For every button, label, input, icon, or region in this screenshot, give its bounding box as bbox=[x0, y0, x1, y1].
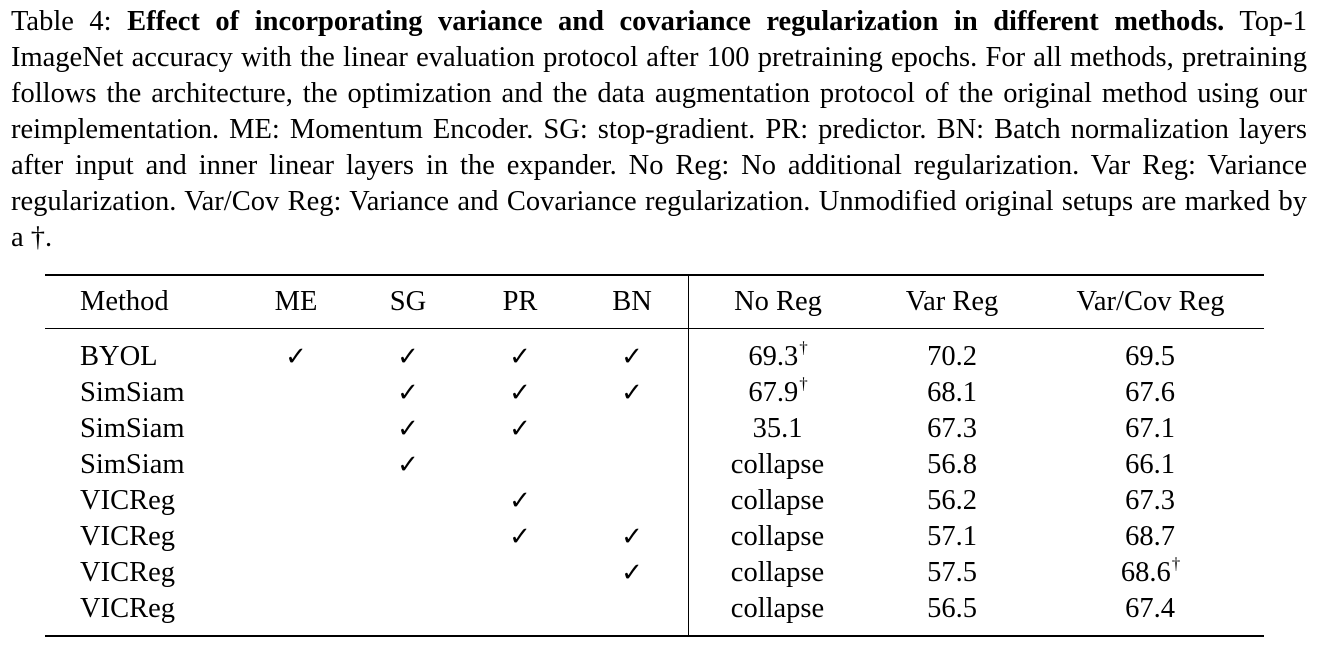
cell-no-reg-value: collapse bbox=[730, 521, 825, 552]
cell-no-reg-value: collapse bbox=[730, 593, 825, 624]
cell-method-value: VICReg bbox=[80, 557, 175, 588]
cell-var-cov-reg bbox=[1037, 375, 1264, 411]
cell-sg bbox=[352, 591, 464, 636]
cell-sg bbox=[352, 555, 464, 591]
cell-me bbox=[240, 483, 352, 519]
cell-bn bbox=[576, 591, 689, 636]
cell-var-cov-reg bbox=[1037, 519, 1264, 555]
cell-var-reg bbox=[867, 591, 1037, 636]
cell-bn bbox=[576, 555, 689, 591]
cell-me bbox=[240, 375, 352, 411]
cell-var-reg bbox=[867, 519, 1037, 555]
cell-method-value: VICReg bbox=[80, 485, 175, 516]
cell-bn bbox=[576, 483, 689, 519]
cell-method-value: SimSiam bbox=[80, 413, 185, 444]
cell-method bbox=[45, 329, 240, 376]
cell-no-reg bbox=[689, 483, 868, 519]
header-me: ME bbox=[240, 275, 352, 329]
cell-var-reg-value: 57.1 bbox=[927, 521, 977, 552]
cell-var-reg bbox=[867, 375, 1037, 411]
cell-var-cov-reg-value: 67.3 bbox=[1125, 485, 1175, 516]
cell-no-reg bbox=[689, 411, 868, 447]
results-table-wrapper bbox=[45, 274, 1264, 637]
cell-sg bbox=[352, 375, 464, 411]
cell-method-value: BYOL bbox=[80, 341, 158, 372]
cell-bn-value: ✓ bbox=[621, 378, 643, 408]
cell-bn bbox=[576, 447, 689, 483]
cell-var-cov-reg bbox=[1037, 591, 1264, 636]
cell-no-reg bbox=[689, 447, 868, 483]
cell-method bbox=[45, 483, 240, 519]
dagger-mark: † bbox=[1171, 554, 1181, 573]
header-method: Method bbox=[45, 275, 240, 329]
caption-body: Top-1 ImageNet accuracy with the linear evaluation protocol after 100 pretraining epochs. For all methods, pretraining follows the architecture, the optimization and the data augmentation protocol of the original method using our reimplementation. ME: Momentum Encoder. SG: stop-gradient. PR: predictor. BN: Batch normalization layers after input and inner linear layers in the expander. No Reg: No additional regularization. Var Reg: Variance regularization. Var/Cov Reg: Variance and Covariance regularization. Unmodified original setups are marked by a †. bbox=[11, 6, 1307, 253]
cell-no-reg bbox=[689, 375, 868, 411]
cell-bn bbox=[576, 411, 689, 447]
cell-var-cov-reg-value: 68.7 bbox=[1125, 521, 1175, 552]
cell-var-cov-reg-value: 69.5 bbox=[1125, 341, 1175, 372]
cell-pr bbox=[464, 483, 576, 519]
header-no-reg: No Reg bbox=[689, 275, 868, 329]
cell-var-reg bbox=[867, 329, 1037, 376]
cell-method bbox=[45, 591, 240, 636]
cell-pr-value: ✓ bbox=[509, 486, 531, 516]
table-row bbox=[45, 519, 1264, 555]
cell-me bbox=[240, 411, 352, 447]
cell-var-reg bbox=[867, 447, 1037, 483]
cell-pr bbox=[464, 591, 576, 636]
cell-sg bbox=[352, 411, 464, 447]
cell-var-reg-value: 70.2 bbox=[927, 341, 977, 372]
cell-var-cov-reg bbox=[1037, 483, 1264, 519]
cell-method bbox=[45, 411, 240, 447]
cell-var-reg-value: 56.2 bbox=[927, 485, 977, 516]
cell-var-reg bbox=[867, 483, 1037, 519]
cell-sg bbox=[352, 483, 464, 519]
cell-var-cov-reg-value: 67.1 bbox=[1125, 413, 1175, 444]
cell-no-reg bbox=[689, 519, 868, 555]
cell-no-reg-value: 67.9 bbox=[748, 377, 799, 408]
table-row bbox=[45, 555, 1264, 591]
cell-pr bbox=[464, 375, 576, 411]
cell-var-reg bbox=[867, 555, 1037, 591]
cell-no-reg-value: collapse bbox=[730, 557, 825, 588]
cell-no-reg-value: 35.1 bbox=[752, 413, 803, 444]
cell-sg-value: ✓ bbox=[397, 450, 419, 480]
cell-var-reg-value: 56.8 bbox=[927, 449, 977, 480]
cell-var-reg-value: 68.1 bbox=[927, 377, 977, 408]
header-pr: PR bbox=[464, 275, 576, 329]
cell-method-value: VICReg bbox=[80, 521, 175, 552]
cell-var-reg-value: 57.5 bbox=[927, 557, 977, 588]
cell-method bbox=[45, 519, 240, 555]
cell-no-reg bbox=[689, 591, 868, 636]
cell-bn-value: ✓ bbox=[621, 522, 643, 552]
cell-var-cov-reg-value: 67.4 bbox=[1125, 593, 1175, 624]
cell-bn bbox=[576, 329, 689, 376]
cell-pr bbox=[464, 519, 576, 555]
cell-no-reg-value: collapse bbox=[730, 485, 825, 516]
results-table bbox=[45, 274, 1264, 637]
table-body bbox=[45, 329, 1264, 637]
caption-label: Table 4: bbox=[11, 6, 112, 37]
cell-me bbox=[240, 329, 352, 376]
cell-sg-value: ✓ bbox=[397, 378, 419, 408]
cell-method-value: SimSiam bbox=[80, 377, 185, 408]
cell-me bbox=[240, 591, 352, 636]
cell-method bbox=[45, 447, 240, 483]
table-row bbox=[45, 483, 1264, 519]
cell-pr-value: ✓ bbox=[509, 414, 531, 444]
cell-var-cov-reg bbox=[1037, 447, 1264, 483]
cell-pr-value: ✓ bbox=[509, 378, 531, 408]
cell-pr-value: ✓ bbox=[509, 522, 531, 552]
table-caption bbox=[11, 4, 1307, 256]
cell-bn-value: ✓ bbox=[621, 342, 643, 372]
table-header bbox=[45, 275, 1264, 329]
cell-var-reg bbox=[867, 411, 1037, 447]
table-row bbox=[45, 591, 1264, 636]
cell-no-reg-value: 69.3 bbox=[748, 341, 799, 372]
cell-sg-value: ✓ bbox=[397, 342, 419, 372]
cell-bn bbox=[576, 375, 689, 411]
table-row bbox=[45, 411, 1264, 447]
dagger-mark: † bbox=[799, 338, 808, 357]
caption-title: Effect of incorporating variance and covariance regularization in different methods. bbox=[127, 6, 1225, 37]
cell-no-reg-value: collapse bbox=[730, 449, 825, 480]
cell-sg bbox=[352, 519, 464, 555]
header-row bbox=[45, 275, 1264, 329]
cell-me-value: ✓ bbox=[285, 342, 307, 372]
header-sg: SG bbox=[352, 275, 464, 329]
cell-no-reg bbox=[689, 329, 868, 376]
header-var-cov-reg: Var/Cov Reg bbox=[1037, 275, 1264, 329]
cell-var-cov-reg bbox=[1037, 555, 1264, 591]
cell-me bbox=[240, 447, 352, 483]
cell-var-reg-value: 56.5 bbox=[927, 593, 977, 624]
cell-pr bbox=[464, 411, 576, 447]
cell-method-value: VICReg bbox=[80, 593, 175, 624]
cell-var-cov-reg-value: 66.1 bbox=[1125, 449, 1175, 480]
cell-bn-value: ✓ bbox=[621, 558, 643, 588]
cell-method bbox=[45, 375, 240, 411]
cell-sg-value: ✓ bbox=[397, 414, 419, 444]
cell-var-cov-reg bbox=[1037, 411, 1264, 447]
cell-method-value: SimSiam bbox=[80, 449, 185, 480]
cell-sg bbox=[352, 447, 464, 483]
cell-pr bbox=[464, 329, 576, 376]
dagger-mark: † bbox=[799, 374, 808, 393]
cell-no-reg bbox=[689, 555, 868, 591]
cell-me bbox=[240, 555, 352, 591]
header-var-reg: Var Reg bbox=[867, 275, 1037, 329]
cell-bn bbox=[576, 519, 689, 555]
cell-method bbox=[45, 555, 240, 591]
cell-pr bbox=[464, 447, 576, 483]
table-row bbox=[45, 447, 1264, 483]
cell-var-cov-reg bbox=[1037, 329, 1264, 376]
cell-var-cov-reg-value: 68.6 bbox=[1120, 557, 1171, 588]
cell-me bbox=[240, 519, 352, 555]
cell-var-reg-value: 67.3 bbox=[927, 413, 977, 444]
cell-pr-value: ✓ bbox=[509, 342, 531, 372]
cell-pr bbox=[464, 555, 576, 591]
table-row bbox=[45, 375, 1264, 411]
header-bn: BN bbox=[576, 275, 689, 329]
table-row bbox=[45, 329, 1264, 376]
cell-sg bbox=[352, 329, 464, 376]
cell-var-cov-reg-value: 67.6 bbox=[1125, 377, 1175, 408]
